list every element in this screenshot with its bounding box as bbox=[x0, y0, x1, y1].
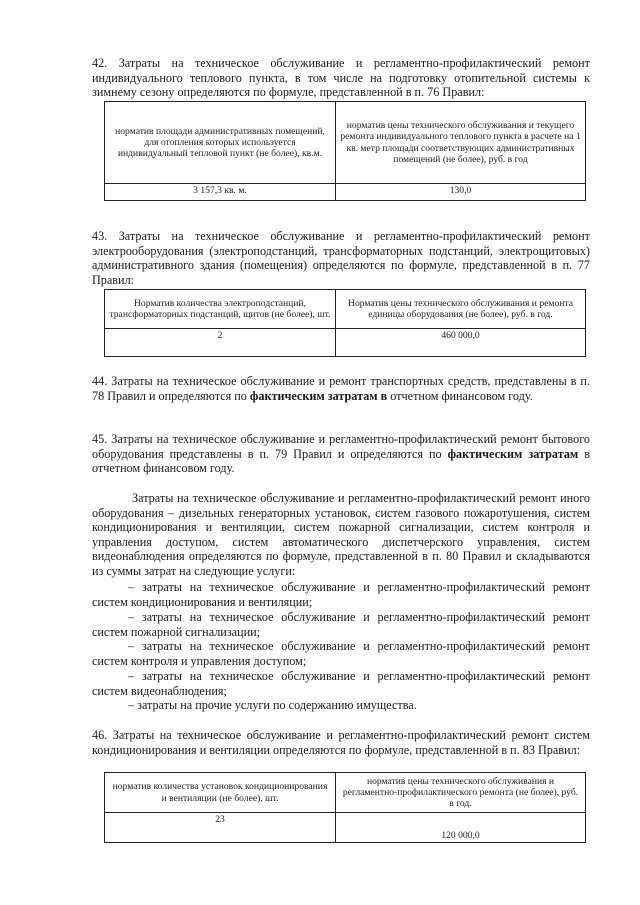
other-item: – затраты на техническое обслуживание и регламентно-профилактический ремонт систем кондиционирования и вентиляции; bbox=[92, 580, 590, 609]
table-43-header-price: Норматив цены технического обслуживания и ремонта единицы оборудования (не более), руб. в год. bbox=[336, 290, 586, 329]
table-43-header-count: Норматив количества электроподстанций, трансформаторных подстанций, щитов (не более), шт. bbox=[105, 290, 336, 329]
section-45-bold: фактическим затратам bbox=[447, 446, 579, 461]
other-item: – затраты на прочие услуги по содержанию имущества. bbox=[128, 698, 417, 712]
other-equipment-text: Затраты на техническое обслуживание и регламентно-профилактический ремонт иного оборудования – дизельных генераторных установок, систем газового пожаротушения, систем кондиционирования и вентиляции, систем пожарной сигнализации, систем контроля и управления доступом, систем автоматического диспетчерского управления, систем видеонаблюдения определяются по формуле, представленной в п. 80 Правил и складываются из суммы затрат на следующие услуги: bbox=[92, 491, 590, 578]
table-46 bbox=[104, 772, 586, 843]
table-46-value-count: 23 bbox=[105, 813, 336, 843]
table-46-value-price: 120 000,0 bbox=[336, 813, 586, 843]
table-42-header-price: норматив цены технического обслуживания и текущего ремонта индивидуального теплового пункта в расчете на 1 кв. метр площади соответствующих административных помещений (не более), руб. в год bbox=[336, 102, 586, 184]
table-43 bbox=[104, 289, 586, 357]
section-42-text: 42. Затраты на техническое обслуживание и регламентно-профилактический ремонт индивидуального теплового пункта, в том числе на подготовку отопительной системы к зимнему сезону определяются по формуле, представленной в п. 76 Правил: bbox=[92, 56, 590, 100]
table-46-header-count: норматив количества установок кондиционирования и вентиляции (не более), шт. bbox=[105, 773, 336, 813]
table-42-header-area: норматив площади административных помещений, для отопления которых используется индивидуальный тепловой пункт (не более), кв.м. bbox=[105, 102, 336, 184]
section-46-text: 46. Затраты на техническое обслуживание и регламентно-профилактический ремонт систем кондиционирования и вентиляции определяются по формуле, представленной в п. 83 Правил: bbox=[92, 728, 590, 757]
table-43-value-count: 2 bbox=[105, 329, 336, 357]
section-44-text: 44. Затраты на техническое обслуживание и ремонт транспортных средств, представлены в п. 78 Правил и определяются по фактическим затратам в отчетном финансовом году. bbox=[92, 374, 590, 403]
section-44-bold: фактическим затратам в bbox=[249, 388, 388, 403]
table-42 bbox=[104, 101, 586, 201]
section-45-text: 45. Затраты на техническое обслуживание и регламентно-профилактический ремонт бытового оборудования представлены в п. 79 Правил и определяются по фактическим затратам в отчетном финансовом году. bbox=[92, 432, 590, 476]
table-42-value-area: 3 157,3 кв. м. bbox=[105, 184, 336, 201]
other-item: – затраты на техническое обслуживание и регламентно-профилактический ремонт систем контроля и управления доступом; bbox=[92, 639, 590, 668]
other-item: – затраты на техническое обслуживание и регламентно-профилактический ремонт систем пожарной сигнализации; bbox=[92, 610, 590, 639]
other-item: – затраты на техническое обслуживание и регламентно-профилактический ремонт систем видеонаблюдения; bbox=[92, 669, 590, 698]
table-43-value-price: 460 000,0 bbox=[336, 329, 586, 357]
table-42-value-price: 130,0 bbox=[336, 184, 586, 201]
section-43-text: 43. Затраты на техническое обслуживание и регламентно-профилактический ремонт электрооборудования (электроподстанций, трансформаторных подстанций, электрощитовых) административного здания (помещения) определяются по формуле, представленной в п. 77 Правил: bbox=[92, 229, 590, 287]
table-46-header-price: норматив цены технического обслуживания и регламентно-профилактического ремонта (не более), руб. в год. bbox=[336, 773, 586, 813]
